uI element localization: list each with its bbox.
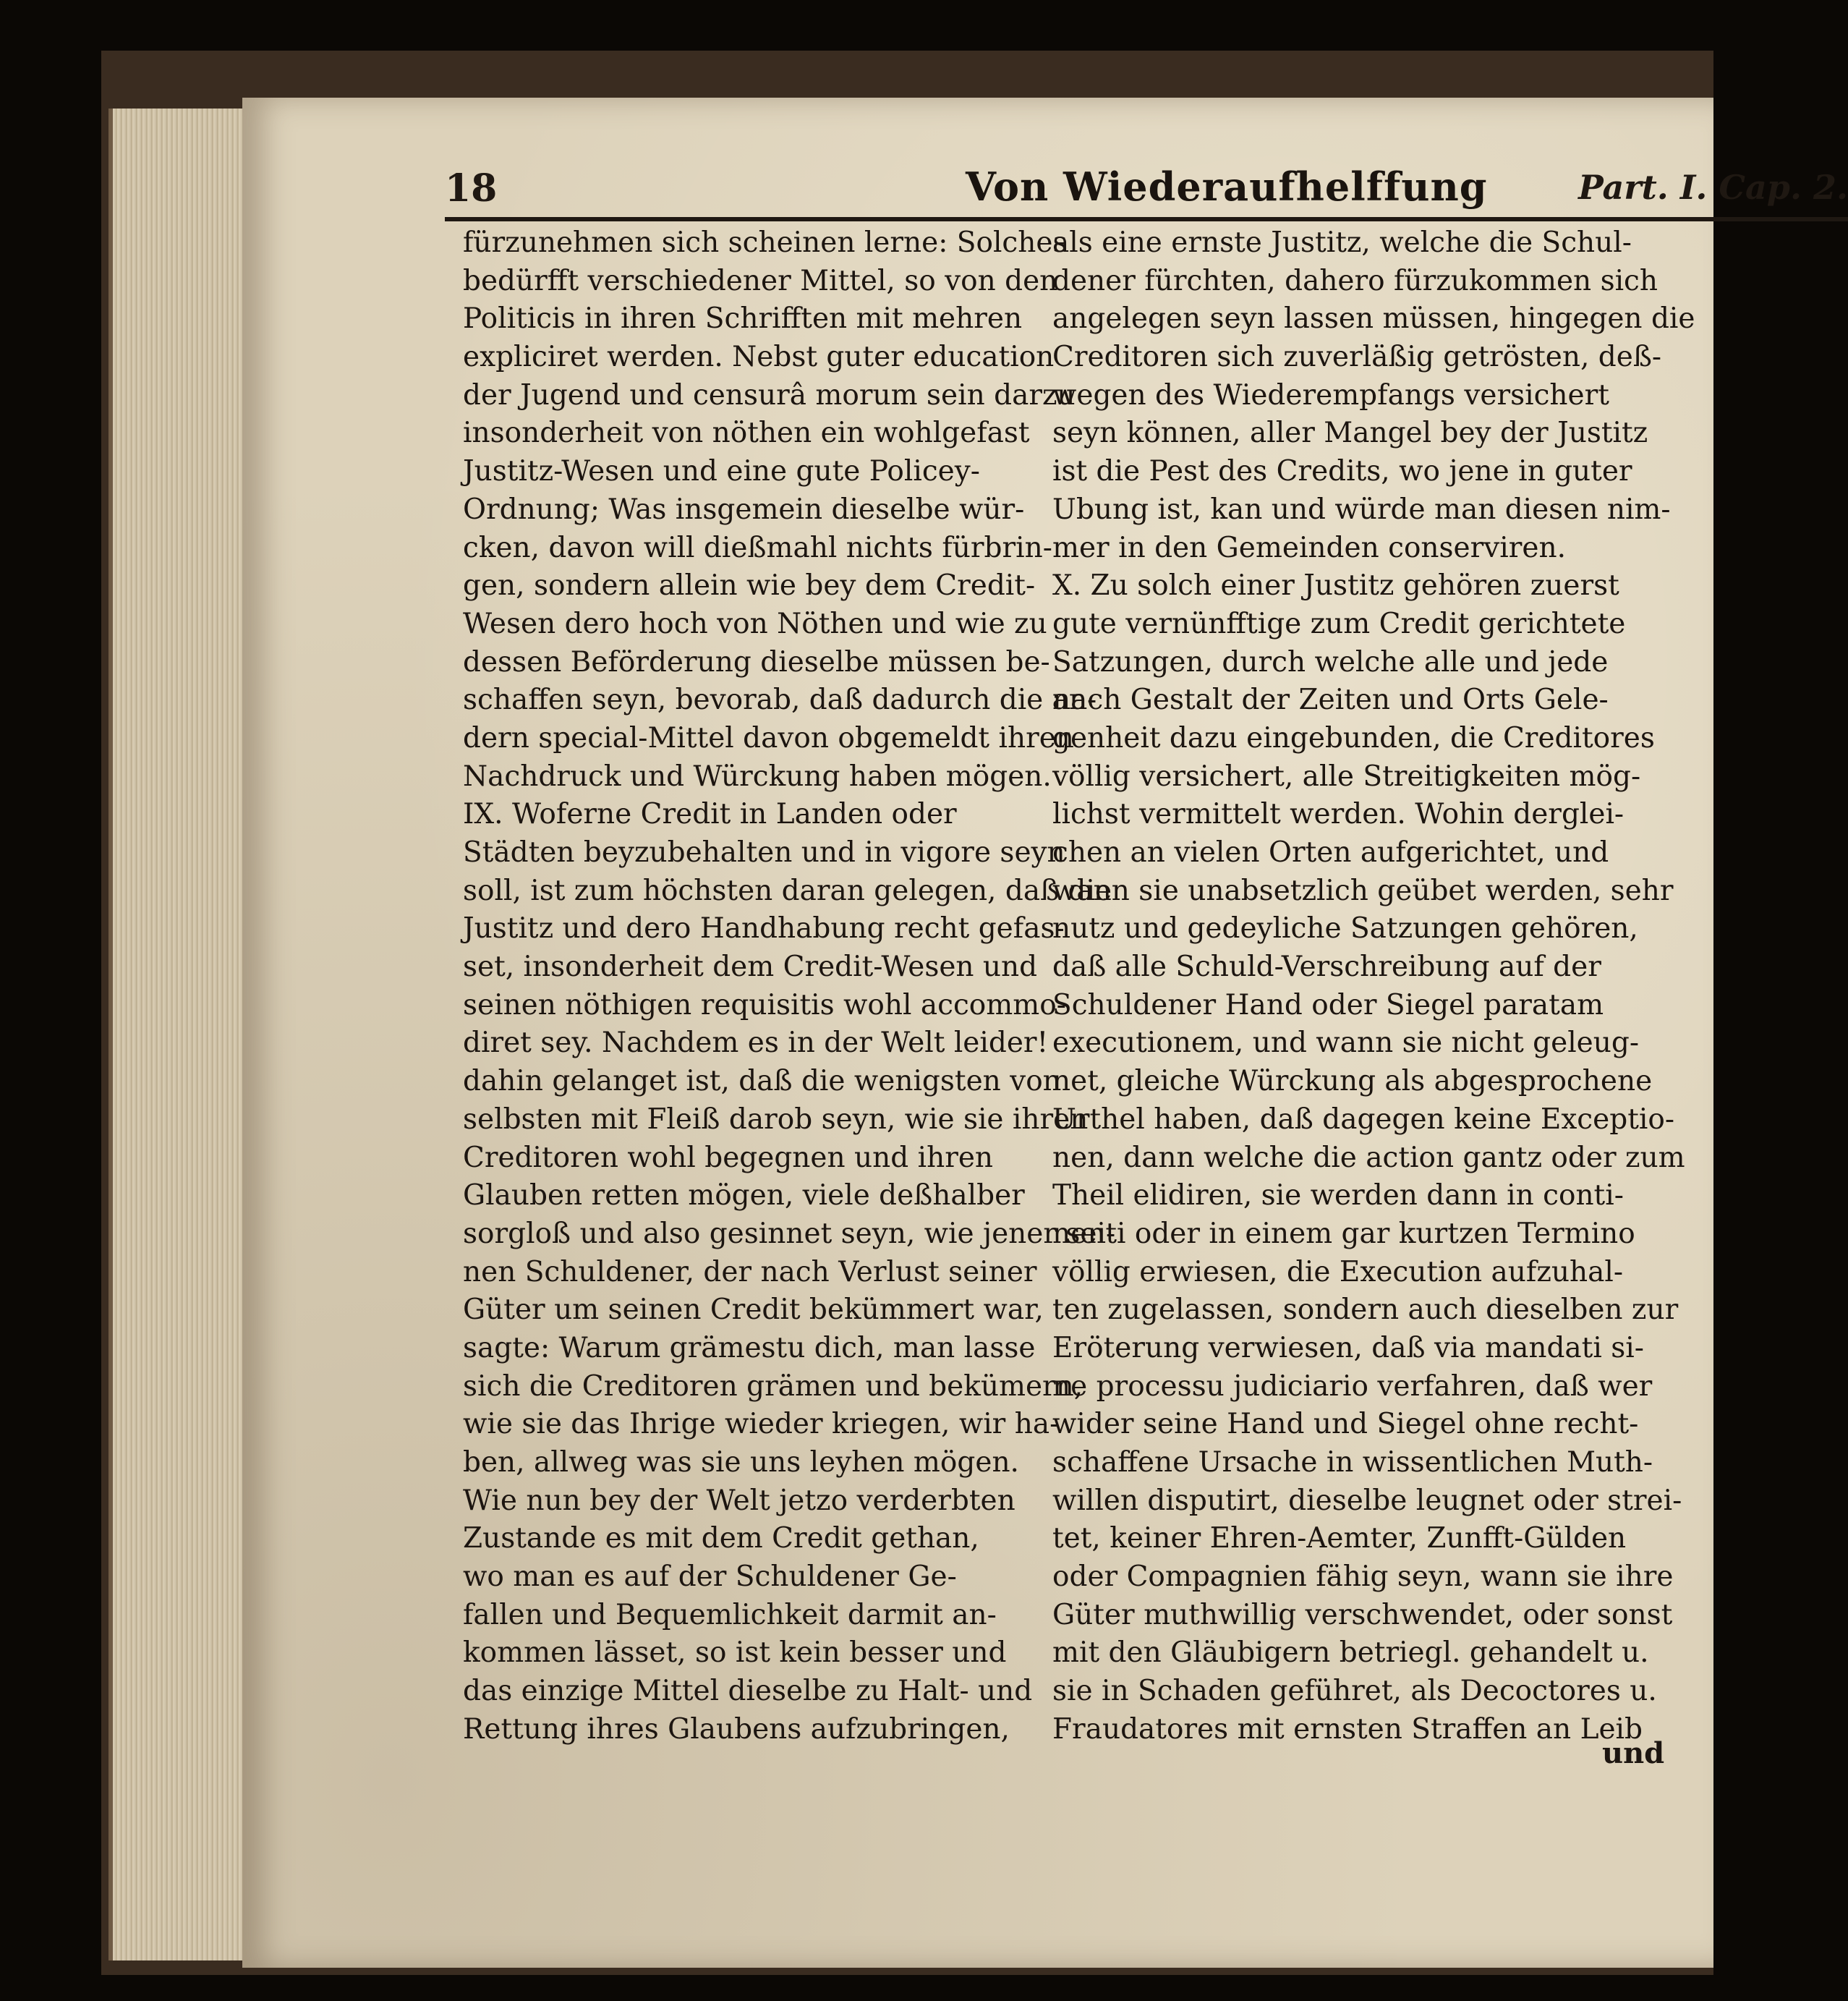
text-line: schaffen seyn, bevorab, daß dadurch die an-	[463, 684, 1097, 717]
page-edges	[108, 109, 250, 1960]
text-line: Eröterung verwiesen, daß via mandati si-	[1052, 1331, 1644, 1364]
text-line: Ordnung; Was insgemein dieselbe wür-	[463, 493, 1025, 526]
text-line: ne processu judiciario verfahren, daß wer	[1052, 1369, 1653, 1403]
text-line: sich die Creditoren grämen und bekümern,	[463, 1369, 1083, 1403]
catchword: und	[1602, 1736, 1665, 1770]
text-line: mer in den Gemeinden conserviren.	[1052, 531, 1567, 564]
text-line: oder Compagnien fähig seyn, wann sie ihre	[1052, 1560, 1674, 1594]
text-line: Theil elidiren, sie werden dann in conti-	[1052, 1179, 1624, 1212]
book-page	[242, 98, 1848, 1968]
text-line: IX. Woferne Credit in Landen oder	[463, 798, 957, 831]
text-line: bedürfft verschiedener Mittel, so von den	[463, 264, 1058, 297]
text-line: Satzungen, durch welche alle und jede	[1052, 645, 1609, 679]
text-line: nenti oder in einem gar kurtzen Termino	[1052, 1217, 1635, 1250]
text-line: Fraudatores mit ernsten Straffen an Leib	[1052, 1712, 1643, 1746]
text-line: executionem, und wann sie nicht geleug-	[1052, 1027, 1640, 1060]
text-line: fallen und Bequemlichkeit darmit an-	[463, 1598, 997, 1631]
text-line: Politicis in ihren Schrifften mit mehren	[463, 302, 1023, 336]
text-line: set, insonderheit dem Credit-Wesen und	[463, 951, 1038, 984]
text-line: cken, davon will dießmahl nichts fürbrin-	[463, 531, 1052, 564]
text-line: dessen Beförderung dieselbe müssen be-	[463, 645, 1050, 679]
page-header	[445, 163, 1848, 221]
text-line: kommen lässet, so ist kein besser und	[463, 1636, 1007, 1670]
text-line: nutz und gedeyliche Satzungen gehören,	[1052, 912, 1638, 946]
right-text-column	[1052, 224, 1695, 1749]
text-line: chen an vielen Orten aufgerichtet, und	[1052, 836, 1609, 869]
text-line: Justitz-Wesen und eine gute Policey-	[463, 455, 980, 488]
text-line: Justitz und dero Handhabung recht gefas-	[463, 912, 1065, 946]
text-line: Ubung ist, kan und würde man diesen nim-	[1052, 493, 1671, 526]
text-line: völlig erwiesen, die Execution aufzuhal-	[1052, 1255, 1624, 1288]
text-line: Güter muthwillig verschwendet, oder sonst	[1052, 1598, 1673, 1631]
text-line: gen, sondern allein wie bey dem Credit-	[463, 569, 1036, 603]
text-line: ist die Pest des Credits, wo jene in guter	[1052, 455, 1632, 488]
text-line: völlig versichert, alle Streitigkeiten mög-	[1052, 760, 1641, 793]
text-line: seinen nöthigen requisitis wohl accommo-	[463, 988, 1066, 1021]
text-line: wegen des Wiederempfangs versichert	[1052, 378, 1609, 412]
text-line: dern special-Mittel davon obgemeldt ihren	[463, 721, 1074, 755]
text-line: fürzunehmen sich scheinen lerne: Solches	[463, 226, 1068, 259]
text-line: Zustande es mit dem Credit gethan,	[463, 1522, 979, 1555]
text-line: Creditoren wohl begegnen und ihren	[463, 1141, 994, 1174]
text-line: Schuldener Hand oder Siegel paratam	[1052, 988, 1604, 1021]
text-line: X. Zu solch einer Justitz gehören zuerst	[1052, 569, 1619, 603]
text-line: als eine ernste Justitz, welche die Schul-	[1052, 226, 1632, 259]
text-line: angelegen seyn lassen müssen, hingegen die	[1052, 302, 1695, 336]
text-line: tet, keiner Ehren-Aemter, Zunfft-Gülden	[1052, 1522, 1627, 1555]
text-line: lichst vermittelt werden. Wohin derglei-	[1052, 798, 1625, 831]
text-line: sagte: Warum grämestu dich, man lasse	[463, 1331, 1036, 1364]
text-line: soll, ist zum höchsten daran gelegen, daß die	[463, 874, 1112, 907]
text-line: Güter um seinen Credit bekümmert war,	[463, 1293, 1044, 1327]
text-line: das einzige Mittel dieselbe zu Halt- und	[463, 1675, 1033, 1708]
text-line: expliciret werden. Nebst guter education	[463, 341, 1055, 374]
text-line: wie sie das Ihrige wieder kriegen, wir ha-	[463, 1408, 1060, 1441]
text-line: der Jugend und censurâ morum sein darzu	[463, 378, 1076, 412]
text-line: willen disputirt, dieselbe leugnet oder strei-	[1052, 1484, 1682, 1517]
text-line: net, gleiche Würckung als abgesprochene	[1052, 1065, 1653, 1098]
text-line: seyn können, aller Mangel bey der Justitz	[1052, 417, 1648, 450]
text-line: Nachdruck und Würckung haben mögen.	[463, 760, 1052, 793]
text-line: nen, dann welche die action gantz oder zum	[1052, 1141, 1685, 1174]
text-line: mit den Gläubigern betriegl. gehandelt u.	[1052, 1636, 1649, 1670]
text-line: diret sey. Nachdem es in der Welt leider!	[463, 1027, 1049, 1060]
text-line: gute vernünfftige zum Credit gerichtete	[1052, 607, 1626, 640]
running-title: Von Wiederaufhelffung	[966, 163, 1488, 210]
text-line: dahin gelanget ist, daß die wenigsten von	[463, 1065, 1061, 1098]
text-line: sie in Schaden geführet, als Decoctores u.	[1052, 1675, 1657, 1708]
text-line: dener fürchten, dahero fürzukommen sich	[1052, 264, 1658, 297]
text-line: schaffene Ursache in wissentlichen Muth-	[1052, 1446, 1653, 1479]
page-number: 18	[445, 166, 498, 211]
text-line: Wesen dero hoch von Nöthen und wie zu	[463, 607, 1047, 640]
text-line: Creditoren sich zuverläßig getrösten, deß-	[1052, 341, 1662, 374]
text-line: genheit dazu eingebunden, die Creditores	[1052, 721, 1655, 755]
text-line: daß alle Schuld-Verschreibung auf der	[1052, 951, 1601, 984]
text-line: Glauben retten mögen, viele deßhalber	[463, 1179, 1025, 1212]
text-line: nen Schuldener, der nach Verlust seiner	[463, 1255, 1037, 1288]
text-line: Städten beyzubehalten und in vigore seyn	[463, 836, 1065, 869]
text-line: ben, allweg was sie uns leyhen mögen.	[463, 1446, 1019, 1479]
text-line: sorgloß und also gesinnet seyn, wie jener sei-	[463, 1217, 1116, 1250]
text-line: Rettung ihres Glaubens aufzubringen,	[463, 1712, 1010, 1746]
text-line: insonderheit von nöthen ein wohlgefast	[463, 417, 1030, 450]
text-line: Wie nun bey der Welt jetzo verderbten	[463, 1484, 1015, 1517]
text-line: wider seine Hand und Siegel ohne recht-	[1052, 1408, 1639, 1441]
text-line: nach Gestalt der Zeiten und Orts Gele-	[1052, 684, 1609, 717]
text-line: selbsten mit Fleiß darob seyn, wie sie ihren	[463, 1103, 1089, 1136]
text-line: ten zugelassen, sondern auch dieselben zur	[1052, 1293, 1679, 1327]
left-text-column	[463, 224, 1116, 1749]
text-line: wann sie unabsetzlich geübet werden, sehr	[1052, 874, 1674, 907]
text-line: Urthel haben, daß dagegen keine Exceptio-	[1052, 1103, 1674, 1136]
section-reference: Part. I. Cap. 2.	[1578, 168, 1848, 207]
text-line: wo man es auf der Schuldener Ge-	[463, 1560, 957, 1594]
